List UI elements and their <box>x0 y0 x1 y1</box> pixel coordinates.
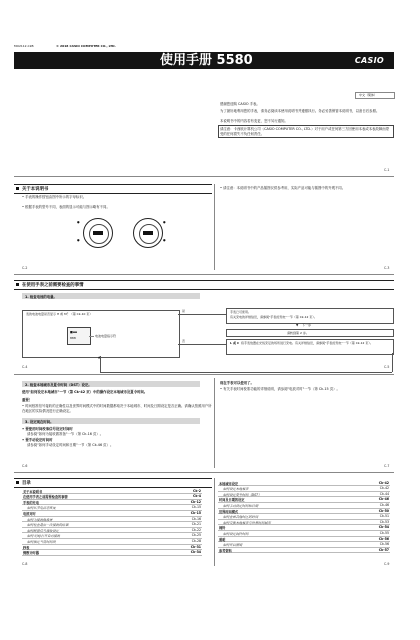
toc-entry-label: 如何设定夏令时间（DST） <box>223 492 262 497</box>
model-code: MO2112-CkB <box>14 44 34 48</box>
step-2-bar: 2. 检查本地城市及夏令时间（DST）设定。 <box>22 381 200 387</box>
section-title: 关于本说明书 <box>22 187 49 193</box>
toc-entry-label: 如何配置信号接收设定 <box>27 528 59 533</box>
check-battery-box: 表的电池电量是否显示 H 或 M？（第 Ck-10 页） ■▪▪ 888 电池电量指示符 <box>22 310 180 358</box>
toc-entry-label: 如何从节电状态恢复 <box>27 506 56 511</box>
brand-logo: CASIO <box>354 56 384 65</box>
intro-notice: 本说明书中的内容若有变更，恕不另行通知。 <box>220 119 288 123</box>
toc-entry-page: Ck-15 <box>190 510 201 515</box>
page-number: C-3 <box>384 266 390 270</box>
toc-entry-label: 世界时间模式 <box>219 509 239 514</box>
about-bullet-2: • 根据手表的型号不同，表面的显示可能与图示略有不同。 <box>22 205 110 209</box>
toc-entry-label: 电波对时 <box>23 511 36 516</box>
toc-entry-page: Ck-56 <box>378 536 389 541</box>
toc-entry-page: Ck-34 <box>190 550 201 555</box>
toc-entry-page: Ck-57 <box>378 547 389 552</box>
page-number: C-5 <box>384 365 390 369</box>
ready-text: • 有关手表时间校准功能的详细说明，请参阅"电波对时"一节（第 Ck-15 页）。 <box>220 387 340 391</box>
up-arrow: ▲ <box>98 355 101 359</box>
toc-entry-label: 在使用手表之前需要检查的事情 <box>23 495 68 500</box>
ready-box: 手表已可使用。 有关充电的详细信息，请参阅"手表的充电"一节（第 Ck-12 页）。 <box>226 308 394 324</box>
toc-entry-label: 如何手动设定时间和日期 <box>223 503 259 508</box>
battery-indicator-caption: 电池电量指示符 <box>95 334 117 338</box>
manual-text: 请参阅"如何手动设定时间和日期"一节（第 Ck-46 页）。 <box>27 443 114 447</box>
toc-entry-label: 闹铃 <box>219 526 226 531</box>
important-text: • 时间校准信号接收的正确性以及世界时间模式中的时间数据都取决于本地城市、时间及日期设定是否正确。请确认按照用户所在地区的实际情况进行正确设定。 <box>22 404 212 413</box>
toc-entry-page: Ck-51 <box>379 514 389 519</box>
intro-warning: 请注意：卡西欧计算机公司（CASIO COMPUTER CO., LTD.）对于用户或任何第三方因使用本表或本表故障而蒙受的任何损失不负任何责任。 <box>218 125 394 138</box>
intro-greeting: 感谢您选购 CASIO 手表。 <box>220 102 260 106</box>
toc-entry-label: 秒表 <box>23 545 30 550</box>
section-title: 在使用手表之前需要检查的事情 <box>22 283 84 289</box>
page-number: C-9 <box>384 562 390 566</box>
section-title: 目录 <box>22 481 31 487</box>
toc-entry-page: Ck-25 <box>191 533 201 538</box>
no-label: 否 <box>182 339 186 343</box>
toc-entry-page: Ck-44 <box>379 491 389 496</box>
page-number: C-2 <box>22 266 28 270</box>
ready-title: 现在手表可以使用了。 <box>220 381 254 385</box>
receive-text: 请参阅"如何为接收做准备"一节（第 Ck-16 页）。 <box>27 432 104 436</box>
watch-illustration-left <box>83 218 113 248</box>
page-number: C-7 <box>384 464 390 468</box>
toc-entry-page: Ck-22 <box>191 527 201 532</box>
toc-entry-label: 如何设定本地城市 <box>223 487 249 492</box>
toc-entry-label: 如何查看其他时区的时间 <box>223 515 259 520</box>
step-2-instruction: 使用"如何设定本地城市"一节（第 Ck-42 页）中的操作设定本地城市及夏令时间。 <box>22 390 148 394</box>
toc-entry-page: Ck-46 <box>378 497 389 502</box>
page-number: C-8 <box>22 562 28 566</box>
manual-title: • 要手动设定时间时 <box>22 438 53 442</box>
toc-entry-page: Ck-55 <box>379 530 389 535</box>
copyright: © 2018 CASIO COMPUTER CO., LTD. <box>56 44 116 48</box>
section-before-use <box>14 280 394 290</box>
toc-entry[interactable] <box>218 547 390 553</box>
toc-entry-label: 如何开启照明 <box>223 543 243 548</box>
toc-entry-label: 如何设定闹铃时间 <box>223 531 249 536</box>
toc-entry-page: Ck-12 <box>190 499 201 504</box>
toc-entry-label: 手表的充电 <box>23 500 39 505</box>
toc-entry-label: 本地城市设定 <box>219 481 239 486</box>
toc-entry-page: Ck-28 <box>191 538 201 543</box>
watch-illustration-right <box>133 218 163 248</box>
step-3-bar: 3. 设定现在时间。 <box>22 418 200 424</box>
step-1-bar: 1. 检查电池的电量。 <box>22 293 200 299</box>
title-banner <box>14 52 394 69</box>
language-badge: 中文（简体） <box>355 92 395 99</box>
receive-title: • 要使用时间校准信号设定时间时 <box>22 427 73 431</box>
toc-entry-page: Ck-42 <box>378 480 389 485</box>
next-arrow: ▼ <box>296 323 299 327</box>
page-number: C-4 <box>22 365 28 369</box>
toc-entry-page: Ck-54 <box>378 525 389 530</box>
toc-entry-label: 照明 <box>219 537 226 542</box>
battery-indicator-display: ■▪▪ 888 <box>67 327 91 345</box>
toc-entry-page: Ck-42 <box>379 486 389 491</box>
section-about <box>14 184 212 194</box>
toc-entry-page: Ck-4 <box>193 494 201 499</box>
button-letter: ● <box>77 238 80 242</box>
button-letter: ● <box>163 238 166 242</box>
go-to-step-2-box: 请转到第 2 步。 <box>226 329 394 337</box>
page-number: C-6 <box>22 464 28 468</box>
toc-entry-page: Ck-16 <box>191 516 201 521</box>
toc-entry-label: 如何交换本地城市与世界时间城市 <box>223 520 271 525</box>
toc-entry[interactable] <box>22 550 202 556</box>
toc-entry-page: Ck-50 <box>378 508 389 513</box>
toc-entry-page: Ck-21 <box>191 522 201 527</box>
intro-paragraph: 为了最好地利用您的手表，请务必阅读本使用说明书并遵照执行。务必妥善保管本说明书，以备日后参照。 <box>220 109 380 113</box>
toc-entry-page: Ck-15 <box>191 505 201 510</box>
toc-entry-label: 时间及日期的设定 <box>219 498 245 503</box>
charge-box: L 或 C 将手表放置在光线充足的场所进行充电。有关详细信息，请参阅"手表的充电"一节（第 Ck-12 页）。 <box>226 339 394 355</box>
page-number: C-1 <box>384 168 390 172</box>
toc-entry-label: 倒数计时器 <box>23 551 39 556</box>
toc-entry-page: Ck-53 <box>379 519 389 524</box>
about-bullet-1: • 手表的操作按钮由图中所示的字母标识。 <box>22 195 87 199</box>
yes-label: 是 <box>182 309 186 313</box>
page-title: 使用手册 5580 <box>160 53 253 68</box>
toc-entry-label: 如何为接收做准备 <box>27 517 53 522</box>
toc-entry-label: 如何关闭/打开自动接收 <box>27 534 60 539</box>
about-right-bullet: • 请注意：本说明书中的产品插图仅供参考用，实际产品可能与插图中的外观不同。 <box>220 186 346 190</box>
button-letter: ● <box>77 220 80 224</box>
toc-entry-label: 如何检查最后一次接收的结果 <box>27 523 69 528</box>
toc-entry-label: 参考资料 <box>219 548 232 553</box>
section-toc <box>14 478 212 488</box>
toc-entry-label: 关于本说明书 <box>23 489 43 494</box>
toc-entry-page: Ck-2 <box>193 488 201 493</box>
important-label: 重要！ <box>22 398 33 402</box>
toc-entry-page: Ck-56 <box>379 542 389 547</box>
toc-entry-page: Ck-46 <box>379 502 389 507</box>
toc-entry-label: 如何指定当前时间段 <box>27 539 56 544</box>
button-letter: ● <box>163 220 166 224</box>
toc-entry-page: Ck-31 <box>190 544 201 549</box>
